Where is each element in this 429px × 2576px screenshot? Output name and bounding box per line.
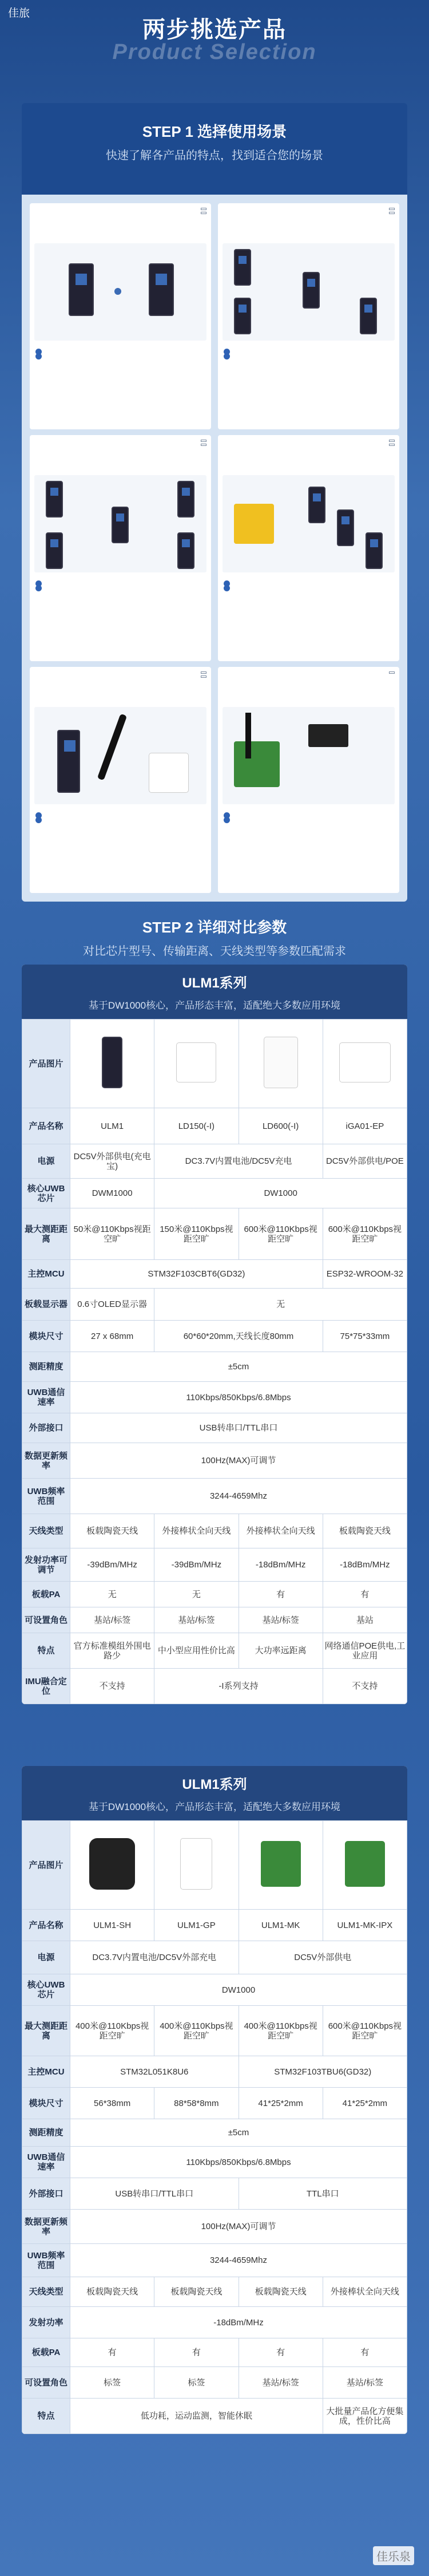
spec-cell: -18dBm/MHz (323, 1548, 407, 1582)
scenario-badges (389, 671, 395, 675)
spec-row-label: IMU融合定位 (22, 1669, 70, 1704)
spec-cell: 100Hz(MAX)可调节 (70, 2210, 407, 2244)
module-image (177, 532, 194, 569)
antenna-image (97, 714, 127, 781)
spec-cell: 110Kbps/850Kbps/6.8Mbps (70, 2147, 407, 2178)
spec-cell: 150米@110Kbps视距空旷 (154, 1208, 239, 1260)
spec-row (22, 1479, 407, 1514)
spec-row (22, 1941, 407, 1974)
spec-row (22, 2338, 407, 2367)
spec-row (22, 2056, 407, 2088)
module-image (69, 263, 94, 316)
watermark: 佳乐泉 (373, 2546, 414, 2565)
module-image (234, 249, 251, 286)
scenario-card (30, 203, 211, 429)
spec-table-1-title: ULM1系列 (182, 975, 247, 991)
product-image (154, 1020, 239, 1108)
spec-table-1-subtitle: 基于DW1000核心，产品形态丰富，适配绝大多数应用环境 (88, 1000, 341, 1011)
spec-row (22, 1548, 407, 1582)
spec-cell: ESP32-WROOM-32 (323, 1260, 407, 1289)
step1-subtitle: 快速了解各产品的特点，找到适合您的场景 (106, 149, 323, 162)
spec-cell: 50米@110Kbps视距空旷 (70, 1208, 154, 1260)
spec-cell: DC5V外部供电(充电宝) (70, 1144, 154, 1179)
scenario-bullets (34, 810, 206, 815)
spec-cell: 41*25*2mm (239, 2088, 323, 2119)
spec-table-2-subtitle: 基于DW1000核心，产品形态丰富，适配绝大多数应用环境 (88, 1801, 341, 1812)
spec-cell: 大批量产品化方便集成，性价比高 (323, 2399, 407, 2434)
spec-row-label: 模块尺寸 (22, 1321, 70, 1352)
scenario-badges (201, 208, 206, 216)
spec-table-1 (22, 965, 407, 1704)
spec-cell: 标签 (154, 2367, 239, 2399)
spec-cell: 3244-4659Mhz (70, 1479, 407, 1514)
brand-logo: 佳旅 (8, 7, 30, 19)
spec-table-2 (22, 1766, 407, 2434)
spec-row-label: 特点 (22, 2399, 70, 2434)
spec-row (22, 1910, 407, 1941)
module-image (57, 730, 80, 793)
ulm1-mk-ipx-image (345, 1841, 385, 1887)
spec-cell: -18dBm/MHz (239, 1548, 323, 1582)
spec-row-label: 主控MCU (22, 2056, 70, 2088)
module-image (112, 507, 129, 543)
spec-row (22, 2147, 407, 2178)
spec-row (22, 2307, 407, 2338)
module-image (149, 263, 174, 316)
spec-row (22, 2244, 407, 2277)
module-image (303, 272, 320, 309)
spec-row (22, 1974, 407, 2006)
spec-row (22, 2210, 407, 2244)
spec-cell: ±5cm (70, 1352, 407, 1382)
spec-cell: 板载陶瓷天线 (70, 2277, 154, 2307)
spec-cell: 中小型应用性价比高 (154, 1633, 239, 1669)
scenario-bullets (34, 346, 206, 351)
spec-cell: 有 (70, 2338, 154, 2367)
spec-row-label: 模块尺寸 (22, 2088, 70, 2119)
step2-title: STEP 2 详细对比参数 (142, 919, 287, 936)
spec-row (22, 2399, 407, 2434)
spec-table-2-grid (22, 1820, 407, 2434)
spec-row (22, 1020, 407, 1108)
spec-cell: DW1000 (70, 1974, 407, 2006)
spec-row-label: 产品图片 (22, 1020, 70, 1108)
spec-cell: 外接棒状全向天线 (154, 1514, 239, 1548)
spec-cell: STM32L051K8U6 (70, 2056, 239, 2088)
spec-cell: DC5V外部供电/POE (323, 1144, 407, 1179)
ulm1-image (102, 1037, 122, 1088)
spec-cell: 无 (154, 1289, 407, 1321)
spec-cell: 110Kbps/850Kbps/6.8Mbps (70, 1382, 407, 1413)
scenario-bullets (223, 810, 395, 815)
step2-header (23, 916, 406, 958)
spec-row-label: 板载PA (22, 1582, 70, 1607)
spec-cell: STM32F103CBT6(GD32) (70, 1260, 323, 1289)
spec-row (22, 1144, 407, 1179)
step1-title: STEP 1 选择使用场景 (142, 123, 287, 140)
spec-cell: 外接棒状全向天线 (239, 1514, 323, 1548)
spec-row (22, 2119, 407, 2147)
spec-cell: -18dBm/MHz (70, 2307, 407, 2338)
spec-cell: 无 (154, 1582, 239, 1607)
scenario-badge (389, 440, 395, 442)
pdoa-board-image (234, 504, 274, 544)
scenario-bullets (223, 346, 395, 351)
spec-row-label: 天线类型 (22, 2277, 70, 2307)
spec-cell: 27 x 68mm (70, 1321, 154, 1352)
spec-row-label: UWB通信速率 (22, 1382, 70, 1413)
scenario-image (223, 243, 395, 341)
ulm1-sh-image (89, 1838, 135, 1890)
module-image (360, 298, 377, 334)
spec-cell: 有 (239, 2338, 323, 2367)
product-image (239, 1821, 323, 1910)
spec-cell: TTL串口 (239, 2178, 407, 2210)
spec-row-label: 天线类型 (22, 1514, 70, 1548)
page-title: 两步挑选产品 (142, 17, 287, 42)
spec-cell: ULM1-MK-IPX (323, 1910, 407, 1941)
spec-row-label: 产品图片 (22, 1821, 70, 1910)
spec-row-label: 板载PA (22, 2338, 70, 2367)
spec-cell: LD150(-I) (154, 1108, 239, 1144)
antenna-image (245, 713, 251, 758)
spec-cell: 板载陶瓷天线 (323, 1514, 407, 1548)
ulm1-gp-image (180, 1838, 212, 1890)
spec-row (22, 1321, 407, 1352)
spec-cell: 有 (323, 2338, 407, 2367)
scenario-card (218, 667, 399, 893)
spec-row-label: 特点 (22, 1633, 70, 1669)
spec-row (22, 1607, 407, 1633)
spec-cell: DW1000 (154, 1179, 407, 1208)
spec-row (22, 1413, 407, 1443)
spec-cell: -I系列支持 (154, 1669, 323, 1704)
iga01-image (339, 1042, 391, 1082)
spec-row (22, 1514, 407, 1548)
spec-cell: 0.6寸OLED显示器 (70, 1289, 154, 1321)
page-subtitle-watermark: Product Selection (112, 40, 317, 64)
imu-chip-image (308, 724, 348, 747)
step1-header (22, 120, 407, 163)
scenario-badge (389, 671, 395, 674)
spec-row-label: 测距精度 (22, 1352, 70, 1382)
scenario-card (30, 667, 211, 893)
spec-row-label: UWB频率范围 (22, 2244, 70, 2277)
spec-row-label: 外部接口 (22, 2178, 70, 2210)
spec-cell: USB转串口/TTL串口 (70, 1413, 407, 1443)
spec-row (22, 2088, 407, 2119)
scenario-bullets (34, 578, 206, 583)
scenario-bullets (223, 578, 395, 583)
scenario-badge (201, 444, 206, 446)
product-image (70, 1821, 154, 1910)
spec-row (22, 1443, 407, 1479)
spec-cell: 400米@110Kbps视距空旷 (239, 2006, 323, 2056)
spec-row-label: 数据更新频率 (22, 1443, 70, 1479)
spec-cell: 板载陶瓷天线 (154, 2277, 239, 2307)
spec-row-label: 主控MCU (22, 1260, 70, 1289)
spec-row-label: 产品名称 (22, 1108, 70, 1144)
spec-cell: 41*25*2mm (323, 2088, 407, 2119)
spec-cell: 不支持 (70, 1669, 154, 1704)
spec-row-label: 可设置角色 (22, 2367, 70, 2399)
spec-cell: ULM1-MK (239, 1910, 323, 1941)
spec-cell: ULM1-SH (70, 1910, 154, 1941)
spec-row (22, 1633, 407, 1669)
spec-cell: 板载陶瓷天线 (70, 1514, 154, 1548)
spec-cell: USB转串口/TTL串口 (70, 2178, 239, 2210)
step2-subtitle: 对比芯片型号、传输距离、天线类型等参数匹配需求 (83, 945, 346, 958)
spec-cell: 官方标准模组外围电路少 (70, 1633, 154, 1669)
scenario-image (223, 475, 395, 572)
spec-cell: 3244-4659Mhz (70, 2244, 407, 2277)
spec-row (22, 2006, 407, 2056)
spec-cell: -39dBm/MHz (70, 1548, 154, 1582)
spec-cell: 400米@110Kbps视距空旷 (154, 2006, 239, 2056)
scenario-card (30, 435, 211, 661)
spec-row (22, 1208, 407, 1260)
spec-row (22, 1582, 407, 1607)
spec-cell: 75*75*33mm (323, 1321, 407, 1352)
product-image (323, 1821, 407, 1910)
product-image (239, 1020, 323, 1108)
scenario-card (218, 435, 399, 661)
spec-row-label: 数据更新频率 (22, 2210, 70, 2244)
spec-cell: 低功耗，运动监测，智能休眠 (70, 2399, 323, 2434)
scenario-image (34, 243, 206, 341)
module-image (46, 532, 63, 569)
spec-row-label: 最大测距距离 (22, 2006, 70, 2056)
spec-cell: 基站/标签 (323, 2367, 407, 2399)
spec-row-label: UWB频率范围 (22, 1479, 70, 1514)
spec-cell: LD600(-I) (239, 1108, 323, 1144)
spec-cell: 无 (70, 1582, 154, 1607)
spec-cell: 网络通信POE供电,工业应用 (323, 1633, 407, 1669)
scenario-badge (389, 212, 395, 214)
scenario-badge (389, 208, 395, 210)
spec-row-label: 电源 (22, 1941, 70, 1974)
spec-cell: DC3.7V内置电池/DC5V充电 (154, 1144, 323, 1179)
spec-cell: DC5V外部供电 (239, 1941, 407, 1974)
spec-cell: ULM1 (70, 1108, 154, 1144)
spec-cell: 基站/标签 (239, 2367, 323, 2399)
spec-table-1-grid (22, 1019, 407, 1704)
spec-cell: 100Hz(MAX)可调节 (70, 1443, 407, 1479)
spec-cell: iGA01-EP (323, 1108, 407, 1144)
module-image (366, 532, 383, 569)
spec-row-label: 发射功率可调节 (22, 1548, 70, 1582)
spec-cell: 88*58*8mm (154, 2088, 239, 2119)
scenario-badge (389, 444, 395, 446)
spec-row (22, 1289, 407, 1321)
step1-panel (22, 103, 407, 195)
spec-table-1-header (22, 965, 407, 1019)
scenario-card (218, 203, 399, 429)
spec-table-2-title: ULM1系列 (182, 1777, 247, 1792)
spec-row (22, 2277, 407, 2307)
scenario-image (34, 475, 206, 572)
spec-cell: 板载陶瓷天线 (239, 2277, 323, 2307)
product-image (70, 1020, 154, 1108)
spec-row (22, 1382, 407, 1413)
ld600-image (264, 1037, 298, 1088)
spec-cell: STM32F103TBU6(GD32) (239, 2056, 407, 2088)
spec-cell: 大功率远距离 (239, 1633, 323, 1669)
spec-cell: 有 (323, 1582, 407, 1607)
product-image (323, 1020, 407, 1108)
spec-row (22, 1669, 407, 1704)
spec-cell: ±5cm (70, 2119, 407, 2147)
spec-row (22, 1821, 407, 1910)
spec-cell: 基站/标签 (154, 1607, 239, 1633)
spec-row-label: 板载显示器 (22, 1289, 70, 1321)
spec-cell: 不支持 (323, 1669, 407, 1704)
spec-cell: 基站 (323, 1607, 407, 1633)
scenario-badge (201, 675, 206, 678)
spec-row-label: 发射功率 (22, 2307, 70, 2338)
scenario-image (223, 707, 395, 804)
spec-cell: 标签 (70, 2367, 154, 2399)
spec-cell: 56*38mm (70, 2088, 154, 2119)
spec-row (22, 1352, 407, 1382)
spec-row-label: UWB通信速率 (22, 2147, 70, 2178)
spec-cell: 有 (154, 2338, 239, 2367)
ld150-image (176, 1042, 216, 1082)
spec-row (22, 1179, 407, 1208)
module-image (177, 481, 194, 517)
scenario-image (34, 707, 206, 804)
spec-cell: 600米@110Kbps视距空旷 (323, 1208, 407, 1260)
module-image (234, 298, 251, 334)
spec-cell: 600米@110Kbps视距空旷 (323, 2006, 407, 2056)
spec-row (22, 2178, 407, 2210)
scenario-badges (201, 440, 206, 448)
spec-row-label: 核心UWB芯片 (22, 1179, 70, 1208)
scenario-badge (201, 212, 206, 214)
spec-cell: 外接棒状全向天线 (323, 2277, 407, 2307)
scenario-badge (201, 671, 206, 674)
pcb-image (234, 741, 280, 787)
spec-row-label: 电源 (22, 1144, 70, 1179)
module-image (308, 487, 325, 523)
spec-row (22, 1108, 407, 1144)
scenario-badges (389, 208, 395, 216)
spec-row-label: 外部接口 (22, 1413, 70, 1443)
spec-cell: 基站/标签 (239, 1607, 323, 1633)
scenario-badge (201, 440, 206, 442)
spec-row-label: 测距精度 (22, 2119, 70, 2147)
spec-cell: -39dBm/MHz (154, 1548, 239, 1582)
spec-cell: 400米@110Kbps视距空旷 (70, 2006, 154, 2056)
base-station-image (149, 753, 189, 793)
spec-cell: DWM1000 (70, 1179, 154, 1208)
spec-cell: 600米@110Kbps视距空旷 (239, 1208, 323, 1260)
spec-cell: 60*60*20mm,天线长度80mm (154, 1321, 323, 1352)
spec-row-label: 核心UWB芯片 (22, 1974, 70, 2006)
link-dot-icon (114, 288, 121, 295)
scenario-badges (201, 671, 206, 679)
scenario-badges (389, 440, 395, 448)
spec-cell: 基站/标签 (70, 1607, 154, 1633)
spec-row (22, 1260, 407, 1289)
product-image (154, 1821, 239, 1910)
spec-row-label: 可设置角色 (22, 1607, 70, 1633)
spec-row-label: 最大测距距离 (22, 1208, 70, 1260)
scenario-badge (201, 208, 206, 210)
spec-table-2-header (22, 1766, 407, 1820)
spec-row (22, 2367, 407, 2399)
ulm1-mk-image (261, 1841, 301, 1887)
module-image (46, 481, 63, 517)
spec-cell: ULM1-GP (154, 1910, 239, 1941)
spec-cell: 有 (239, 1582, 323, 1607)
spec-cell: DC3.7V内置电池/DC5V外部充电 (70, 1941, 239, 1974)
module-image (337, 509, 354, 546)
spec-row-label: 产品名称 (22, 1910, 70, 1941)
